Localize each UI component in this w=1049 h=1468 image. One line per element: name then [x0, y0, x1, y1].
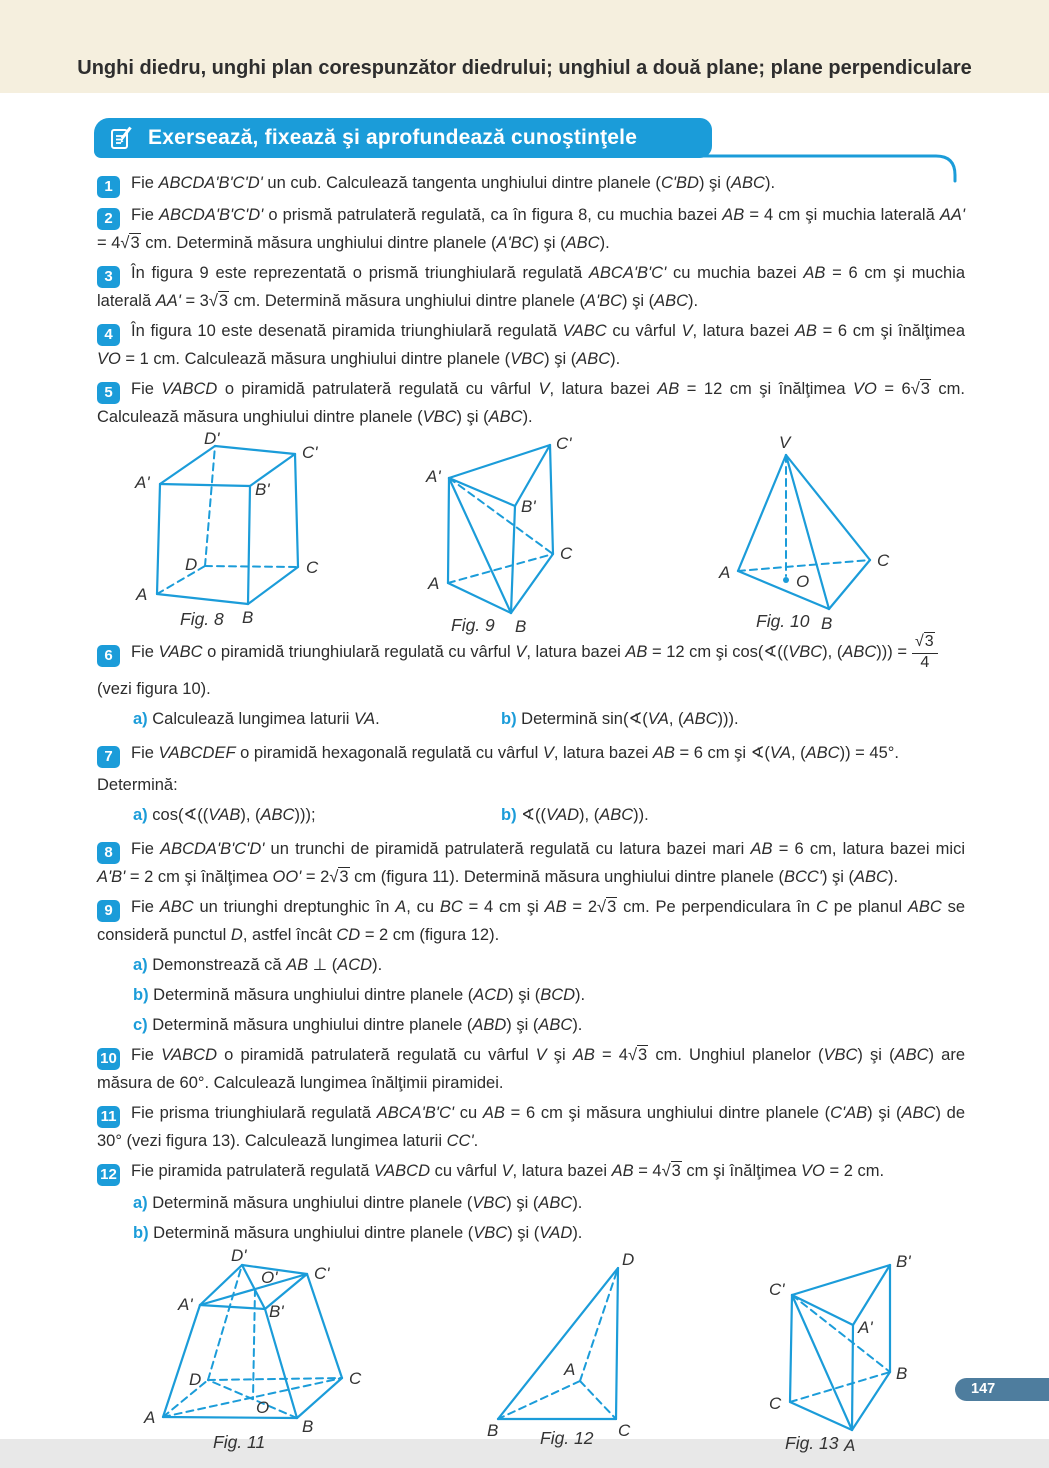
item-number-badge: 2 [97, 208, 120, 230]
exercise-item-2 [97, 202, 965, 256]
vertex-label-D: D [622, 1249, 635, 1269]
vertex-label-C: C [769, 1393, 782, 1413]
page-title: Unghi diedru, unghi plan corespunzător diedrului; unghiul a două plane; plane perpendiculare [77, 57, 972, 79]
vertex-label-A: A [564, 1359, 576, 1379]
chapter-header-band [0, 0, 1049, 93]
item-text: În figura 10 este desenată piramida triunghiulară regulată VABC cu vârful V, latura bazei AB = 6 cm şi înălţimea VO = 1 cm. Calculează măsura unghiului dintre planele (VBC) şi (ABC). [97, 322, 965, 368]
section-banner-title: Exersează, fixează şi aprofundează cunoştinţele [148, 126, 638, 149]
exercise-item-6-continuation: (vezi figura 10). [97, 679, 211, 698]
vertex-label-Ap: A' [135, 473, 150, 492]
item-text: Fie VABCD o piramidă patrulateră regulată cu vârful V, latura bazei AB = 12 cm şi înălţimea VO = 6√3 cm. Calculează măsura unghiului dintre planele (VBC) şi (ABC). [97, 380, 966, 426]
exercise-item-6-subitems [97, 706, 965, 736]
item-number-badge: 11 [97, 1106, 120, 1128]
section-banner [94, 118, 712, 158]
subitem-b: b) Determină măsura unghiului dintre planele (VBC) şi (VAD). [133, 1223, 583, 1242]
section-banner-wrap [97, 118, 965, 158]
notepad-pencil-icon [109, 125, 135, 151]
figures-row-2 [97, 1245, 965, 1468]
vertex-label-Ap: A' [858, 1317, 873, 1337]
vertex-label-Bp: B' [521, 497, 536, 516]
exercise-item-4 [97, 318, 965, 372]
subitem-a: a) Calculează lungimea laturii VA. [133, 709, 380, 728]
item-text: Fie ABCDA'B'C'D' un cub. Calculează tangenta unghiului dintre planele (C'BD) şi (ABC). [131, 174, 776, 192]
figure-caption: Fig. 12 [540, 1427, 594, 1448]
vertex-label-Bp: B' [896, 1251, 911, 1271]
figures-row-1 [97, 429, 965, 636]
vertex-label-B: B [487, 1420, 499, 1440]
content-area [97, 118, 965, 1468]
figure-caption: Fig. 11 [213, 1431, 266, 1452]
vertex-label-C: C [306, 558, 319, 577]
vertex-label-C: C [560, 544, 573, 563]
subitem-a: a) Determină măsura unghiului dintre planele (VBC) şi (ABC). [133, 1193, 583, 1212]
figure-caption: Fig. 13 [785, 1432, 839, 1453]
figure-13-prism [745, 1250, 920, 1460]
vertex-label-Ap: A' [426, 467, 441, 486]
item-text: Fie ABC un triunghi dreptunghic în A, cu BC = 4 cm şi AB = 2√3 cm. Pe perpendiculara în C pe planul ABC se consideră punctul D, astfel încât CD = 2 cm (figura 12). [97, 897, 965, 944]
vertex-label-Cp: C' [302, 443, 318, 462]
vertex-label-B: B [515, 617, 527, 636]
figure-12-tetrahedron [485, 1250, 655, 1450]
exercise-item-12 [97, 1158, 965, 1186]
item-number-badge: 1 [97, 176, 120, 198]
point-O-dot [783, 577, 789, 583]
item-text: Fie ABCDA'B'C'D' un trunchi de piramidă patrulateră regulată cu latura bazei mari AB = 6 cm, latura bazei mici A'B' = 2 cm şi înălţimea OO' = 2√3 cm (figura 11). Determină măsura unghiului dintre planele (BCC') şi (ABC). [97, 839, 965, 886]
vertex-label-Ap: A' [178, 1294, 193, 1314]
item-number-badge: 6 [97, 645, 120, 667]
item-text: Fie piramida patrulateră regulată VABCD cu vârful V, latura bazei AB = 4√3 cm şi înălţimea VO = 2 cm. [131, 1161, 885, 1180]
exercise-item-12-subitems [97, 1190, 965, 1246]
item-number-badge: 10 [97, 1048, 120, 1070]
vertex-label-C: C [349, 1368, 362, 1388]
exercise-item-7-continuation: Determină: [97, 775, 178, 794]
exercise-item-6 [97, 634, 965, 672]
vertex-label-Bp: B' [255, 480, 270, 499]
exercise-item-10 [97, 1042, 965, 1096]
page-number-badge: 147 [955, 1378, 1049, 1401]
item-number-badge: 8 [97, 842, 120, 864]
vertex-label-Dp: D' [204, 429, 220, 448]
item-number-badge: 3 [97, 266, 120, 288]
vertex-label-B: B [242, 608, 254, 627]
vertex-label-Dp: D' [231, 1245, 247, 1265]
subitem-b: b) Determină sin(∢(VA, (ABC))). [501, 709, 739, 728]
subitem-a: a) cos(∢((VAB), (ABC))); [133, 805, 316, 824]
vertex-label-D: D [189, 1369, 202, 1389]
vertex-label-Cp: C' [314, 1263, 330, 1283]
vertex-label-D: D [185, 555, 198, 574]
exercise-item-7 [97, 740, 965, 768]
vertex-label-Cp: C' [556, 434, 572, 453]
vertex-label-V: V [779, 433, 791, 452]
vertex-label-B: B [302, 1416, 314, 1436]
exercise-item-8 [97, 836, 965, 890]
vertex-label-Cp: C' [769, 1279, 785, 1299]
item-text: Fie VABC o piramidă triunghiulară regulată cu vârful V, latura bazei AB = 12 cm şi cos(∢((VBC), (ABC))) = [131, 643, 907, 662]
figure-10-pyramid [700, 434, 910, 634]
exercise-item-3 [97, 260, 965, 314]
figure-11-frustum [140, 1245, 370, 1460]
item-number-badge: 12 [97, 1164, 120, 1186]
item-number-badge: 5 [97, 382, 120, 404]
exercise-item-7-subitems [97, 802, 965, 832]
vertex-label-C: C [877, 551, 890, 570]
item-number-badge: 7 [97, 746, 120, 768]
item-text: Fie ABCDA'B'C'D' o prismă patrulateră regulată, ca în figura 8, cu muchia bazei AB = 4 cm şi muchia laterală AA' = 4√3 cm. Determină măsura unghiului dintre planele (A'BC) şi (ABC). [97, 206, 965, 252]
vertex-label-Op: O' [261, 1267, 278, 1287]
item-text: Fie VABCD o piramidă patrulateră regulată cu vârful V şi AB = 4√3 cm. Unghiul planelor (VBC) şi (ABC) are măsura de 60°. Calculează lungimea înălţimii piramidei. [97, 1045, 965, 1092]
vertex-label-A: A [719, 563, 731, 582]
vertex-label-O: O [256, 1397, 270, 1417]
exercise-item-11 [97, 1100, 965, 1154]
item-number-badge: 9 [97, 900, 120, 922]
vertex-label-C: C [618, 1420, 631, 1440]
subitem-b: b) ∢((VAD), (ABC)). [501, 805, 649, 824]
exercise-item-5 [97, 376, 965, 430]
exercise-item-9-subitems [97, 952, 965, 1038]
vertex-label-Bp: B' [269, 1301, 284, 1321]
item-text: Fie prisma triunghiulară regulată ABCA'B'C' cu AB = 6 cm şi măsura unghiului dintre planele (C'AB) şi (ABC) de 30° (vezi figura 13). Calculează lungimea laturii CC'. [97, 1103, 965, 1150]
exercise-list [97, 170, 965, 1468]
subitem-c: c) Determină măsura unghiului dintre planele (ABD) şi (ABC). [133, 1015, 583, 1034]
vertex-label-A: A [144, 1407, 156, 1427]
item-text: Fie VABCDEF o piramidă hexagonală regulată cu vârful V, latura bazei AB = 6 cm şi ∢(VA, (ABC)) = 45°. [131, 743, 899, 762]
item-number-badge: 4 [97, 324, 120, 346]
fraction-sqrt3-over-4: $\frac{√3}{4}$ [912, 634, 938, 672]
figure-caption: Fig. 10 [756, 611, 810, 631]
subitem-a: a) Demonstrează că AB ⊥ (ACD). [133, 955, 383, 974]
exercise-item-9 [97, 894, 965, 948]
vertex-label-A: A [428, 574, 440, 593]
subitem-b: b) Determină măsura unghiului dintre planele (ACD) şi (BCD). [133, 985, 586, 1004]
figure-caption: Fig. 8 [180, 609, 224, 629]
figure-caption: Fig. 9 [451, 615, 495, 635]
vertex-label-A: A [844, 1435, 856, 1455]
item-text: În figura 9 este reprezentată o prismă triunghiulară regulată ABCA'B'C' cu muchia bazei AB = 6 cm şi muchia laterală AA' = 3√3 cm. Determină măsura unghiului dintre planele (A'BC) şi (ABC). [97, 264, 965, 310]
vertex-label-B: B [821, 614, 833, 633]
banner-tail-line [477, 154, 977, 184]
figure-9-prism [425, 434, 600, 634]
vertex-label-O: O [796, 572, 810, 591]
vertex-label-A: A [136, 585, 148, 604]
figure-8-cube [130, 429, 330, 634]
vertex-label-B: B [896, 1363, 908, 1383]
